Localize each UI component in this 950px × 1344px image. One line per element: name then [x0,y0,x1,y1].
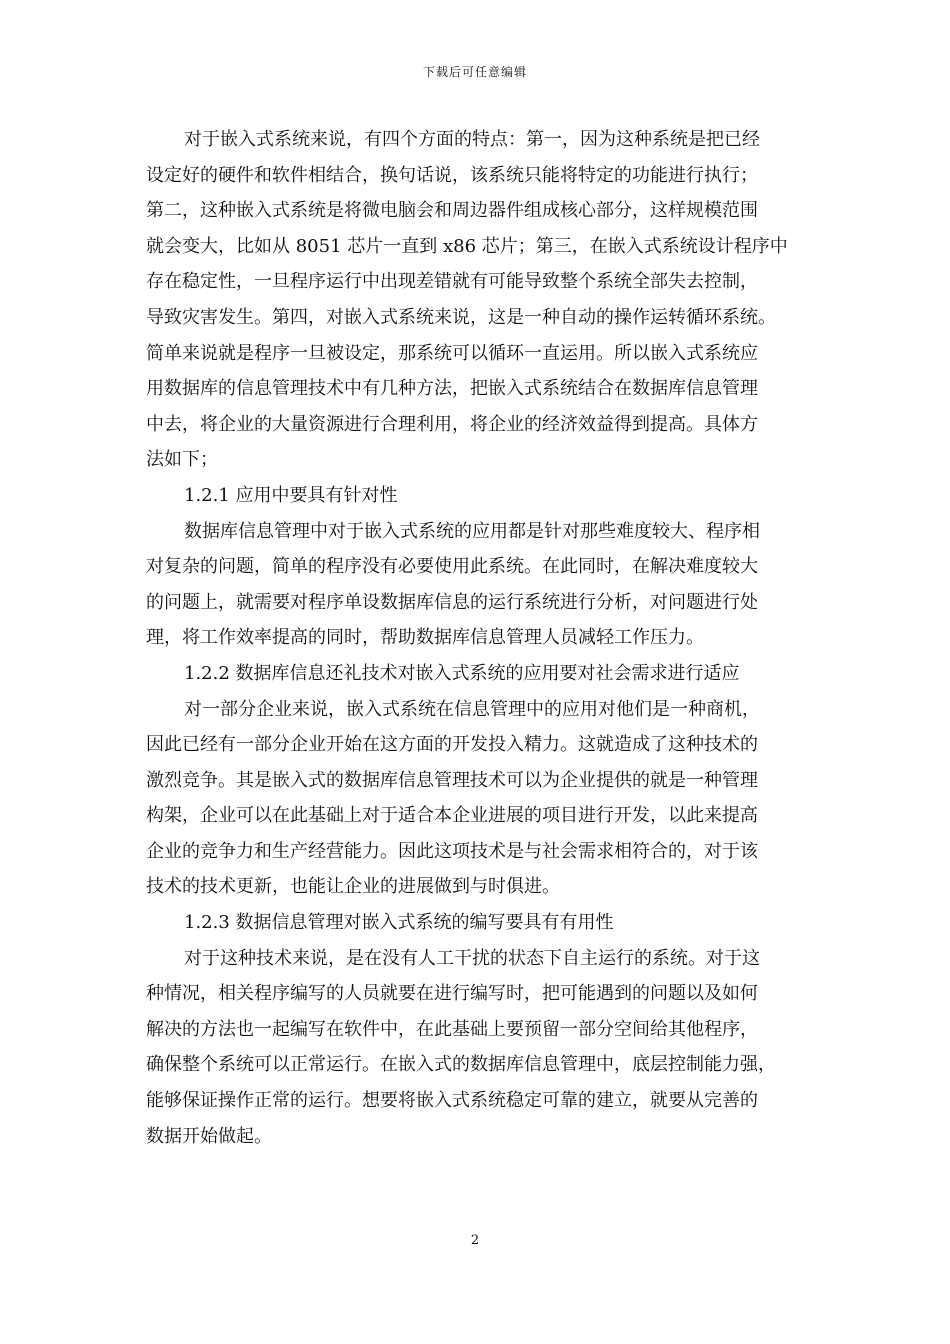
text-line: 对于这种技术来说，是在没有人工干扰的状态下自主运行的系统。对于这 [184,947,760,969]
text-line: 因此已经有一部分企业开始在这方面的开发投入精力。这就造成了这种技术的 [146,734,758,756]
text-line: 激烈竞争。其是嵌入式的数据库信息管理技术可以为企业提供的就是一种管理 [146,769,758,791]
text-line: 1.2.2 数据库信息还礼技术对嵌入式系统的应用要对社会需求进行适应 [184,662,740,684]
text-line: 理，将工作效率提高的同时，帮助数据库信息管理人员减轻工作压力。 [146,627,704,649]
page-header: 下载后可任意编辑 [422,65,527,79]
text-line: 确保整个系统可以正常运行。在嵌入式的数据库信息管理中，底层控制能力强， [146,1054,776,1076]
text-line: 就会变大，比如从 8051 芯片一直到 x86 芯片；第三，在嵌入式系统设计程序中 [146,235,788,257]
text-line: 用数据库的信息管理技术中有几种方法，把嵌入式系统结合在数据库信息管理 [146,378,758,400]
text-line: 种情况，相关程序编写的人员就要在进行编写时，把可能遇到的问题以及如何 [146,983,758,1005]
text-line: 第二，这种嵌入式系统是将微电脑会和周边器件组成核心部分，这样规模范围 [146,200,758,222]
text-line: 对一部分企业来说，嵌入式系统在信息管理中的应用对他们是一种商机， [184,698,760,720]
text-line: 存在稳定性，一旦程序运行中出现差错就有可能导致整个系统全部失去控制， [146,271,758,293]
text-line: 构架，企业可以在此基础上对于适合本企业进展的项目进行开发，以此来提高 [146,805,758,827]
text-line: 1.2.3 数据信息管理对嵌入式系统的编写要具有有用性 [184,912,614,934]
text-line: 法如下； [146,449,218,471]
text-line: 能够保证操作正常的运行。想要将嵌入式系统稳定可靠的建立，就要从完善的 [146,1090,758,1112]
text-line: 对于嵌入式系统来说，有四个方面的特点：第一，因为这种系统是把已经 [184,129,760,150]
text-line: 1.2.1 应用中要具有针对性 [184,484,398,506]
text-line: 企业的竞争力和生产经营能力。因此这项技术是与社会需求相符合的，对于该 [146,840,758,862]
page-number: 2 [470,1233,480,1248]
text-line: 技术的技术更新，也能让企业的进展做到与时俱进。 [146,876,560,898]
text-line: 数据库信息管理中对于嵌入式系统的应用都是针对那些难度较大、程序相 [184,520,760,542]
text-line: 中去，将企业的大量资源进行合理利用，将企业的经济效益得到提高。具体方 [146,413,758,435]
text-line: 设定好的硬件和软件相结合，换句话说，该系统只能将特定的功能进行执行； [146,164,758,186]
text-line: 的问题上，就需要对程序单设数据库信息的运行系统进行分析，对问题进行处 [146,591,758,613]
text-line: 解决的方法也一起编写在软件中，在此基础上要预留一部分空间给其他程序， [146,1018,758,1040]
document-body [146,122,808,1154]
text-line: 导致灾害发生。第四，对嵌入式系统来说，这是一种自动的操作运转循环系统。 [146,306,776,328]
text-line: 数据开始做起。 [146,1125,272,1147]
text-line: 对复杂的问题，简单的程序没有必要使用此系统。在此同时，在解决难度较大 [146,556,758,578]
text-line: 简单来说就是程序一旦被设定，那系统可以循环一直运用。所以嵌入式系统应 [146,342,758,364]
